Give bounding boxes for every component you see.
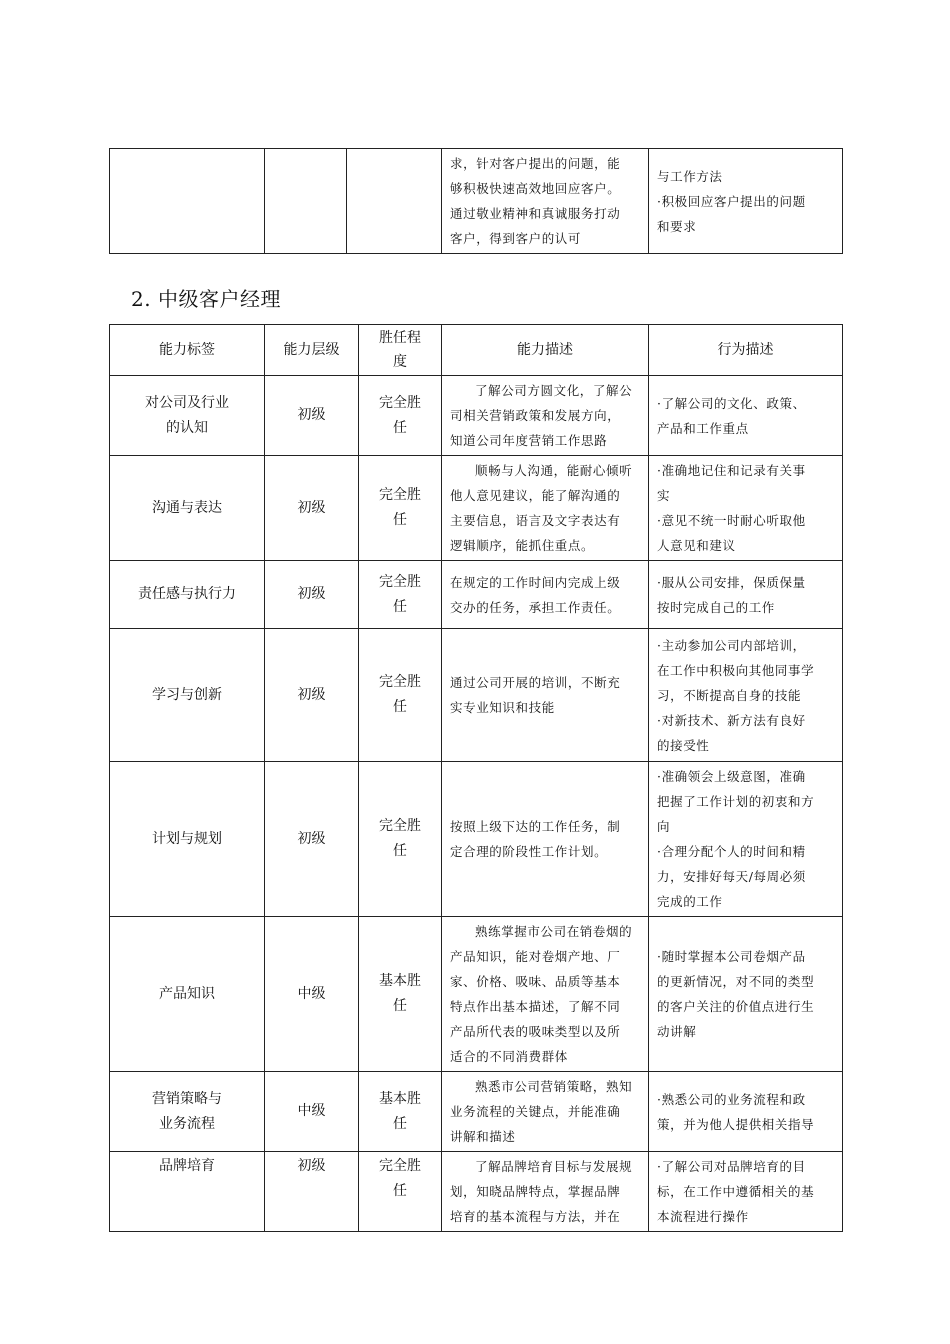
text-line: 知道公司年度营销工作思路 — [450, 433, 608, 448]
table-row — [110, 917, 843, 1072]
text-line: ·准确领会上级意图，准确 — [657, 769, 806, 784]
header-competence-line: 度 — [393, 354, 407, 370]
text-line: 中级 — [297, 1103, 326, 1119]
competence-cell — [359, 1152, 442, 1232]
behavior-desc-cell — [649, 376, 843, 456]
text-line: 完全胜 — [379, 394, 421, 411]
text-line: 交办的任务，承担工作责任。 — [450, 599, 621, 615]
text-line: 实专业知识和技能 — [450, 700, 555, 715]
text-line: 任 — [393, 843, 407, 859]
behavior-desc-cell — [649, 917, 843, 1072]
text-line: 的更新情况，对不同的类型 — [657, 974, 815, 989]
level-cell — [265, 629, 359, 762]
behavior-desc-cell — [649, 149, 843, 254]
label-cell — [110, 149, 265, 254]
text-line: 完全胜 — [379, 573, 421, 590]
text-line: 求，针对客户提出的问题，能 — [450, 156, 621, 171]
text-line: 习，不断提高自身的技能 — [657, 687, 802, 703]
text-line: 人意见和建议 — [657, 538, 736, 553]
competence-cell — [359, 376, 442, 456]
text-line: 主要信息，语言及文字表达有 — [450, 513, 621, 528]
text-line: 熟悉市公司营销策略，熟知 — [475, 1079, 633, 1094]
text-line: 完全胜 — [379, 1158, 421, 1174]
competency-table — [109, 324, 843, 1232]
table-row — [110, 561, 843, 629]
level-cell — [265, 149, 347, 254]
text-line: ·了解公司的文化、政策、 — [657, 395, 806, 411]
ability-desc-cell — [442, 762, 649, 917]
behavior-desc-cell — [649, 1072, 843, 1152]
text-line: 任 — [393, 1115, 407, 1132]
ability-desc-cell — [442, 561, 649, 629]
text-line: ·积极回应客户提出的问题 — [657, 193, 806, 209]
text-line: 本流程进行操作 — [657, 1209, 749, 1224]
text-line: 顺畅与人沟通，能耐心倾听 — [475, 463, 633, 478]
text-line: 业务流程的关键点，并能准确 — [450, 1104, 621, 1119]
text-line: 品牌培育 — [159, 1158, 215, 1174]
text-line: 按时完成自己的工作 — [657, 599, 775, 615]
text-line: 适合的不同消费群体 — [450, 1049, 568, 1064]
text-line: 特点作出基本描述，了解不同 — [450, 999, 621, 1014]
text-line: 任 — [393, 419, 407, 436]
text-line: 划，知晓品牌特点，掌握品牌 — [450, 1184, 621, 1199]
ability-desc-cell — [442, 917, 649, 1072]
behavior-desc-cell — [649, 762, 843, 917]
text-line: ·主动参加公司内部培训， — [657, 637, 806, 653]
table-body — [110, 376, 843, 1232]
text-line: ·合理分配个人的时间和精 — [657, 844, 806, 859]
text-line: 学习与创新 — [152, 686, 222, 703]
text-line: 力，安排好每天/每周必须 — [657, 869, 806, 884]
level-cell — [265, 456, 359, 561]
text-line: 的客户关注的价值点进行生 — [657, 999, 815, 1014]
text-line: 初级 — [297, 1158, 326, 1174]
text-line: 产品和工作重点 — [657, 420, 749, 436]
competence-cell — [359, 629, 442, 762]
competence-cell — [359, 762, 442, 917]
text-line: 通过敬业精神和真诚服务打动 — [450, 206, 621, 221]
label-cell — [110, 762, 265, 917]
text-line: ·准确地记住和记录有关事 — [657, 463, 806, 478]
label-cell — [110, 376, 265, 456]
text-line: 定合理的阶段性工作计划。 — [450, 844, 608, 859]
text-line: 初级 — [297, 407, 326, 423]
text-line: 业务流程 — [159, 1115, 215, 1132]
text-line: 基本胜 — [379, 1090, 421, 1107]
text-line: 够积极快速高效地回应客户。 — [450, 181, 621, 196]
text-line: ·服从公司安排，保质保量 — [657, 574, 806, 590]
competence-cell — [359, 561, 442, 629]
text-line: 熟练掌握市公司在销卷烟的 — [475, 924, 633, 939]
text-line: 初级 — [297, 586, 326, 602]
text-line: 初级 — [297, 830, 326, 847]
competence-cell — [359, 917, 442, 1072]
text-line: 计划与规划 — [152, 830, 222, 847]
text-line: 在工作中积极向其他同事学 — [657, 662, 815, 678]
text-line: 的认知 — [166, 419, 208, 436]
text-line: 培育的基本流程与方法，并在 — [450, 1209, 621, 1224]
ability-desc-cell — [442, 629, 649, 762]
table-row — [110, 1072, 843, 1152]
level-cell — [265, 1072, 359, 1152]
behavior-desc-cell — [649, 561, 843, 629]
text-line: ·对新技术、新方法有良好 — [657, 712, 806, 728]
text-line: 中级 — [297, 985, 326, 1002]
table-row — [110, 629, 843, 762]
text-line: 基本胜 — [379, 973, 421, 989]
ability-desc-cell — [442, 376, 649, 456]
text-line: 讲解和描述 — [450, 1129, 516, 1144]
text-line: 完全胜 — [379, 487, 421, 503]
text-line: 客户，得到客户的认可 — [450, 231, 582, 246]
competence-cell — [347, 149, 442, 254]
label-cell — [110, 629, 265, 762]
level-cell — [265, 561, 359, 629]
text-line: 通过公司开展的培训，不断充 — [450, 675, 621, 690]
competence-cell — [359, 1072, 442, 1152]
text-line: 逻辑顺序，能抓住重点。 — [450, 538, 595, 553]
competence-cell — [359, 456, 442, 561]
header-ability-desc: 能力描述 — [442, 325, 649, 376]
text-line: 任 — [393, 598, 407, 615]
text-line: 在规定的工作时间内完成上级 — [450, 574, 621, 590]
ability-desc-cell — [442, 456, 649, 561]
text-line: 了解公司方圆文化，了解公 — [475, 383, 633, 398]
level-cell — [265, 917, 359, 1072]
text-line: ·随时掌握本公司卷烟产品 — [657, 949, 806, 964]
text-line: 司相关营销政策和发展方向， — [450, 408, 621, 423]
level-cell — [265, 376, 359, 456]
level-cell — [265, 762, 359, 917]
text-line: 任 — [393, 1183, 407, 1199]
ability-desc-cell — [442, 1152, 649, 1232]
text-line: ·了解公司对品牌培育的目 — [657, 1159, 806, 1174]
behavior-desc-cell — [649, 629, 843, 762]
text-line: 向 — [657, 819, 671, 834]
text-line: 按照上级下达的工作任务，制 — [450, 819, 621, 834]
text-line: 任 — [393, 998, 407, 1014]
level-cell — [265, 1152, 359, 1232]
ability-desc-cell — [442, 149, 649, 254]
label-cell — [110, 1152, 265, 1232]
text-line: 家、价格、吸味、品质等基本 — [450, 974, 621, 989]
label-cell — [110, 456, 265, 561]
text-line: 对公司及行业 — [145, 394, 229, 411]
text-line: 初级 — [297, 686, 326, 703]
label-cell — [110, 561, 265, 629]
text-line: 初级 — [297, 499, 326, 516]
text-line: 了解品牌培育目标与发展规 — [475, 1159, 633, 1174]
text-line: 实 — [657, 488, 671, 503]
text-line: ·意见不统一时耐心听取他 — [657, 513, 806, 528]
header-competence — [359, 325, 442, 376]
table-row — [110, 456, 843, 561]
text-line: 营销策略与 — [152, 1090, 222, 1107]
text-line: 标，在工作中遵循相关的基 — [657, 1184, 815, 1199]
header-competence-line: 胜任程 — [379, 330, 421, 346]
table-row — [110, 762, 843, 917]
text-line: 和要求 — [657, 218, 697, 234]
text-line: 产品知识 — [159, 985, 215, 1002]
text-line: 策，并为他人提供相关指导 — [657, 1116, 815, 1132]
table-row — [110, 149, 843, 254]
text-line: 产品知识，能对卷烟产地、厂 — [450, 949, 621, 964]
text-line: 任 — [393, 699, 407, 715]
text-line: 产品所代表的吸味类型以及所 — [450, 1024, 621, 1039]
continued-competency-table — [109, 148, 843, 254]
text-line: 与工作方法 — [657, 168, 723, 184]
ability-desc-cell — [442, 1072, 649, 1152]
label-cell — [110, 917, 265, 1072]
text-line: 动讲解 — [657, 1024, 697, 1039]
text-line: 完成的工作 — [657, 894, 723, 909]
text-line: 任 — [393, 512, 407, 528]
behavior-desc-cell — [649, 456, 843, 561]
header-level: 能力层级 — [265, 325, 359, 376]
table-row — [110, 1152, 843, 1232]
header-behavior-desc: 行为描述 — [649, 325, 843, 376]
label-cell — [110, 1072, 265, 1152]
text-line: 完全胜 — [379, 674, 421, 690]
table-row — [110, 376, 843, 456]
behavior-desc-cell — [649, 1152, 843, 1232]
text-line: 沟通与表达 — [152, 499, 222, 516]
section-title: 2. 中级客户经理 — [131, 287, 281, 311]
text-line: 的接受性 — [657, 737, 710, 753]
text-line: 他人意见建议，能了解沟通的 — [450, 488, 621, 503]
text-line: 完全胜 — [379, 818, 421, 834]
text-line: ·熟悉公司的业务流程和政 — [657, 1091, 806, 1107]
table-header-row — [110, 325, 843, 376]
header-label: 能力标签 — [110, 325, 265, 376]
text-line: 把握了工作计划的初衷和方 — [657, 794, 815, 809]
text-line: 责任感与执行力 — [138, 586, 236, 602]
